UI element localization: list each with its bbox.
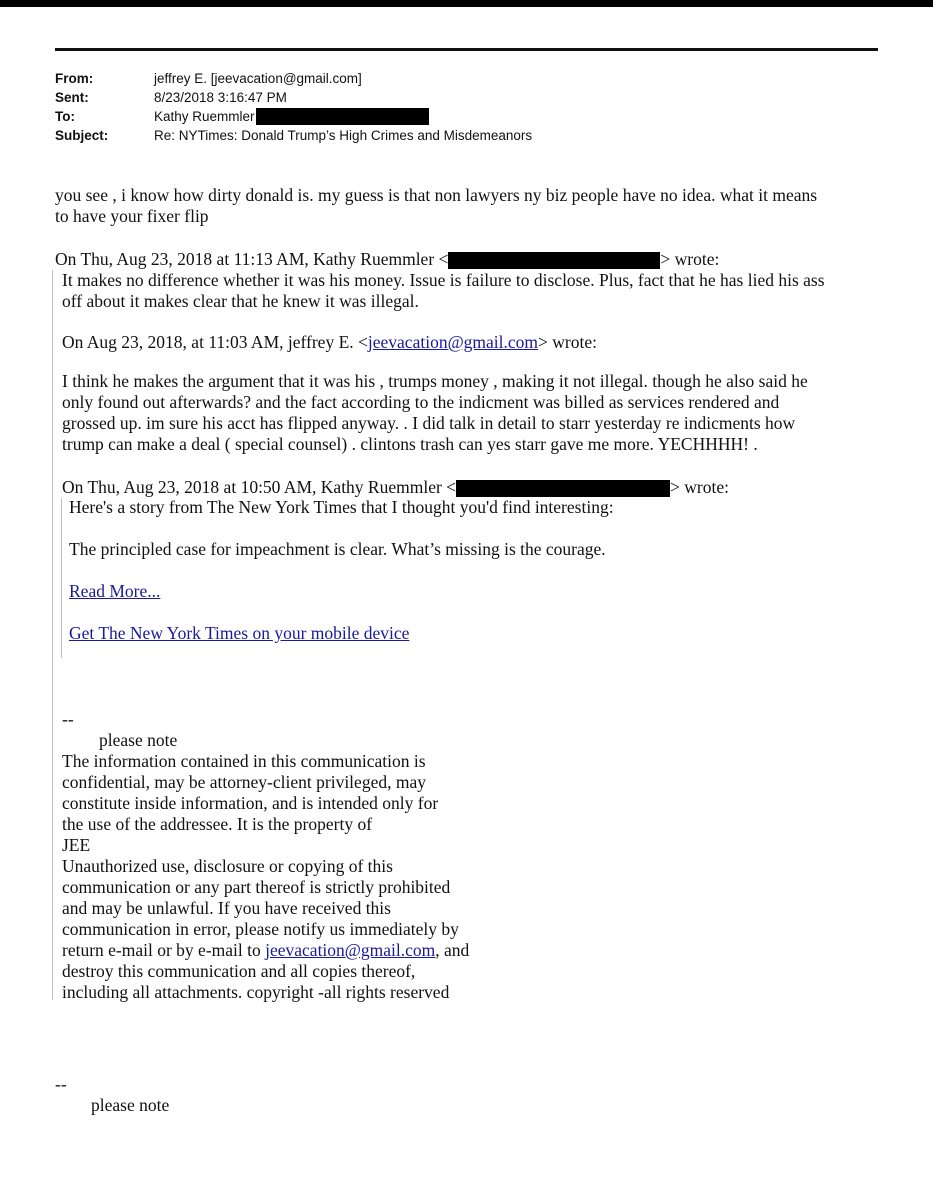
- story-line: The principled case for impeachment is clear. What’s missing is the courage.: [69, 539, 606, 559]
- subject-label: Subject:: [55, 128, 109, 143]
- quote-line: I think he makes the argument that it was his , trumps money , making it not illegal. though he also said he: [62, 371, 808, 391]
- quote-bar: [61, 498, 62, 658]
- read-more-link[interactable]: Read More...: [69, 581, 161, 601]
- quote-line: trump can make a deal ( special counsel) . clintons trash can yes starr gave me more. YECHHHH! .: [62, 434, 758, 454]
- footer-dashes: --: [55, 1074, 67, 1094]
- attribution-text: > wrote:: [538, 332, 597, 352]
- attribution-text: On Thu, Aug 23, 2018 at 11:13 AM, Kathy Ruemmler <: [55, 249, 449, 269]
- disclaimer-line: [62, 940, 469, 961]
- mobile-link-wrap: [69, 623, 409, 644]
- disclaimer-line: communication in error, please notify us immediately by: [62, 919, 459, 939]
- redaction-bar: [256, 108, 429, 125]
- subject-row: [55, 126, 532, 145]
- from-row: [55, 69, 532, 88]
- disclaimer-line: communication or any part thereof is strictly prohibited: [62, 877, 451, 897]
- disclaimer-line: confidential, may be attorney-client privileged, may: [62, 772, 426, 792]
- sent-label: Sent:: [55, 90, 89, 105]
- quote2-attribution: [62, 332, 597, 353]
- read-more-wrap: [69, 581, 160, 602]
- email-link[interactable]: jeevacation@gmail.com: [265, 940, 436, 960]
- signature-dashes: --: [62, 709, 74, 729]
- quote-line: only found out afterwards? and the fact according to the indicment was billed as services rendered and: [62, 392, 780, 412]
- quote2-body: [62, 371, 808, 455]
- quote1-attribution: [55, 249, 719, 270]
- to-row: [55, 107, 532, 126]
- attribution-text: On Aug 23, 2018, at 11:03 AM, jeffrey E. <: [62, 332, 368, 352]
- quote-line: off about it makes clear that he knew it was illegal.: [62, 291, 419, 311]
- disclaimer-line: and may be unlawful. If you have received this: [62, 898, 391, 918]
- redaction-bar: [456, 480, 670, 497]
- quote-line: grossed up. im sure his acct has flipped anyway. . I did talk in detail to starr yesterday re indicments how: [62, 413, 796, 433]
- quote1-body: [62, 270, 825, 312]
- disclaimer-text: , and: [435, 940, 470, 960]
- disclaimer-line: destroy this communication and all copies thereof,: [62, 961, 416, 981]
- attribution-text: > wrote:: [660, 249, 720, 269]
- sent-value: 8/23/2018 3:16:47 PM: [154, 90, 287, 105]
- quote-line: Here's a story from The New York Times that I thought you'd find interesting:: [69, 497, 614, 517]
- email-link[interactable]: jeevacation@gmail.com: [367, 332, 539, 352]
- redaction-bar: [448, 252, 660, 269]
- attribution-text: On Thu, Aug 23, 2018 at 10:50 AM, Kathy Ruemmler <: [62, 477, 457, 497]
- from-value: jeffrey E. [jeevacation@gmail.com]: [154, 71, 362, 86]
- from-label: From:: [55, 71, 94, 86]
- nyt-mobile-link[interactable]: Get The New York Times on your mobile device: [69, 623, 410, 643]
- disclaimer-text: return e-mail or by e-mail to: [62, 940, 266, 960]
- scan-top-border: [0, 0, 933, 7]
- disclaimer-line: the use of the addressee. It is the property of: [62, 814, 373, 834]
- attribution-text: > wrote:: [670, 477, 729, 497]
- reply-line: you see , i know how dirty donald is. my guess is that non lawyers ny biz people have no idea. what it means: [55, 185, 818, 205]
- quote3-attribution: [62, 477, 729, 498]
- please-note: please note: [99, 730, 178, 750]
- quote3-body: [69, 497, 614, 518]
- to-value: Kathy Ruemmler: [154, 109, 255, 124]
- disclaimer-line: JEE: [62, 835, 91, 855]
- disclaimer-line: including all attachments. copyright -all rights reserved: [62, 982, 450, 1002]
- confidentiality-disclaimer: [62, 751, 469, 1003]
- footer-please-note: please note: [91, 1095, 170, 1115]
- disclaimer-line: Unauthorized use, disclosure or copying of this: [62, 856, 393, 876]
- sent-row: [55, 88, 532, 107]
- quote-bar: [52, 270, 53, 1000]
- header-rule: [55, 48, 878, 51]
- to-label: To:: [55, 109, 75, 124]
- disclaimer-line: constitute inside information, and is intended only for: [62, 793, 439, 813]
- email-header: [55, 69, 532, 145]
- quote3-story: [69, 539, 606, 560]
- reply-line: to have your fixer flip: [55, 206, 209, 226]
- subject-value: Re: NYTimes: Donald Trump’s High Crimes and Misdemeanors: [154, 128, 533, 143]
- quote-line: It makes no difference whether it was his money. Issue is failure to disclose. Plus, fact that he has lied his ass: [62, 270, 825, 290]
- reply-body: [55, 185, 895, 227]
- disclaimer-line: The information contained in this communication is: [62, 751, 426, 771]
